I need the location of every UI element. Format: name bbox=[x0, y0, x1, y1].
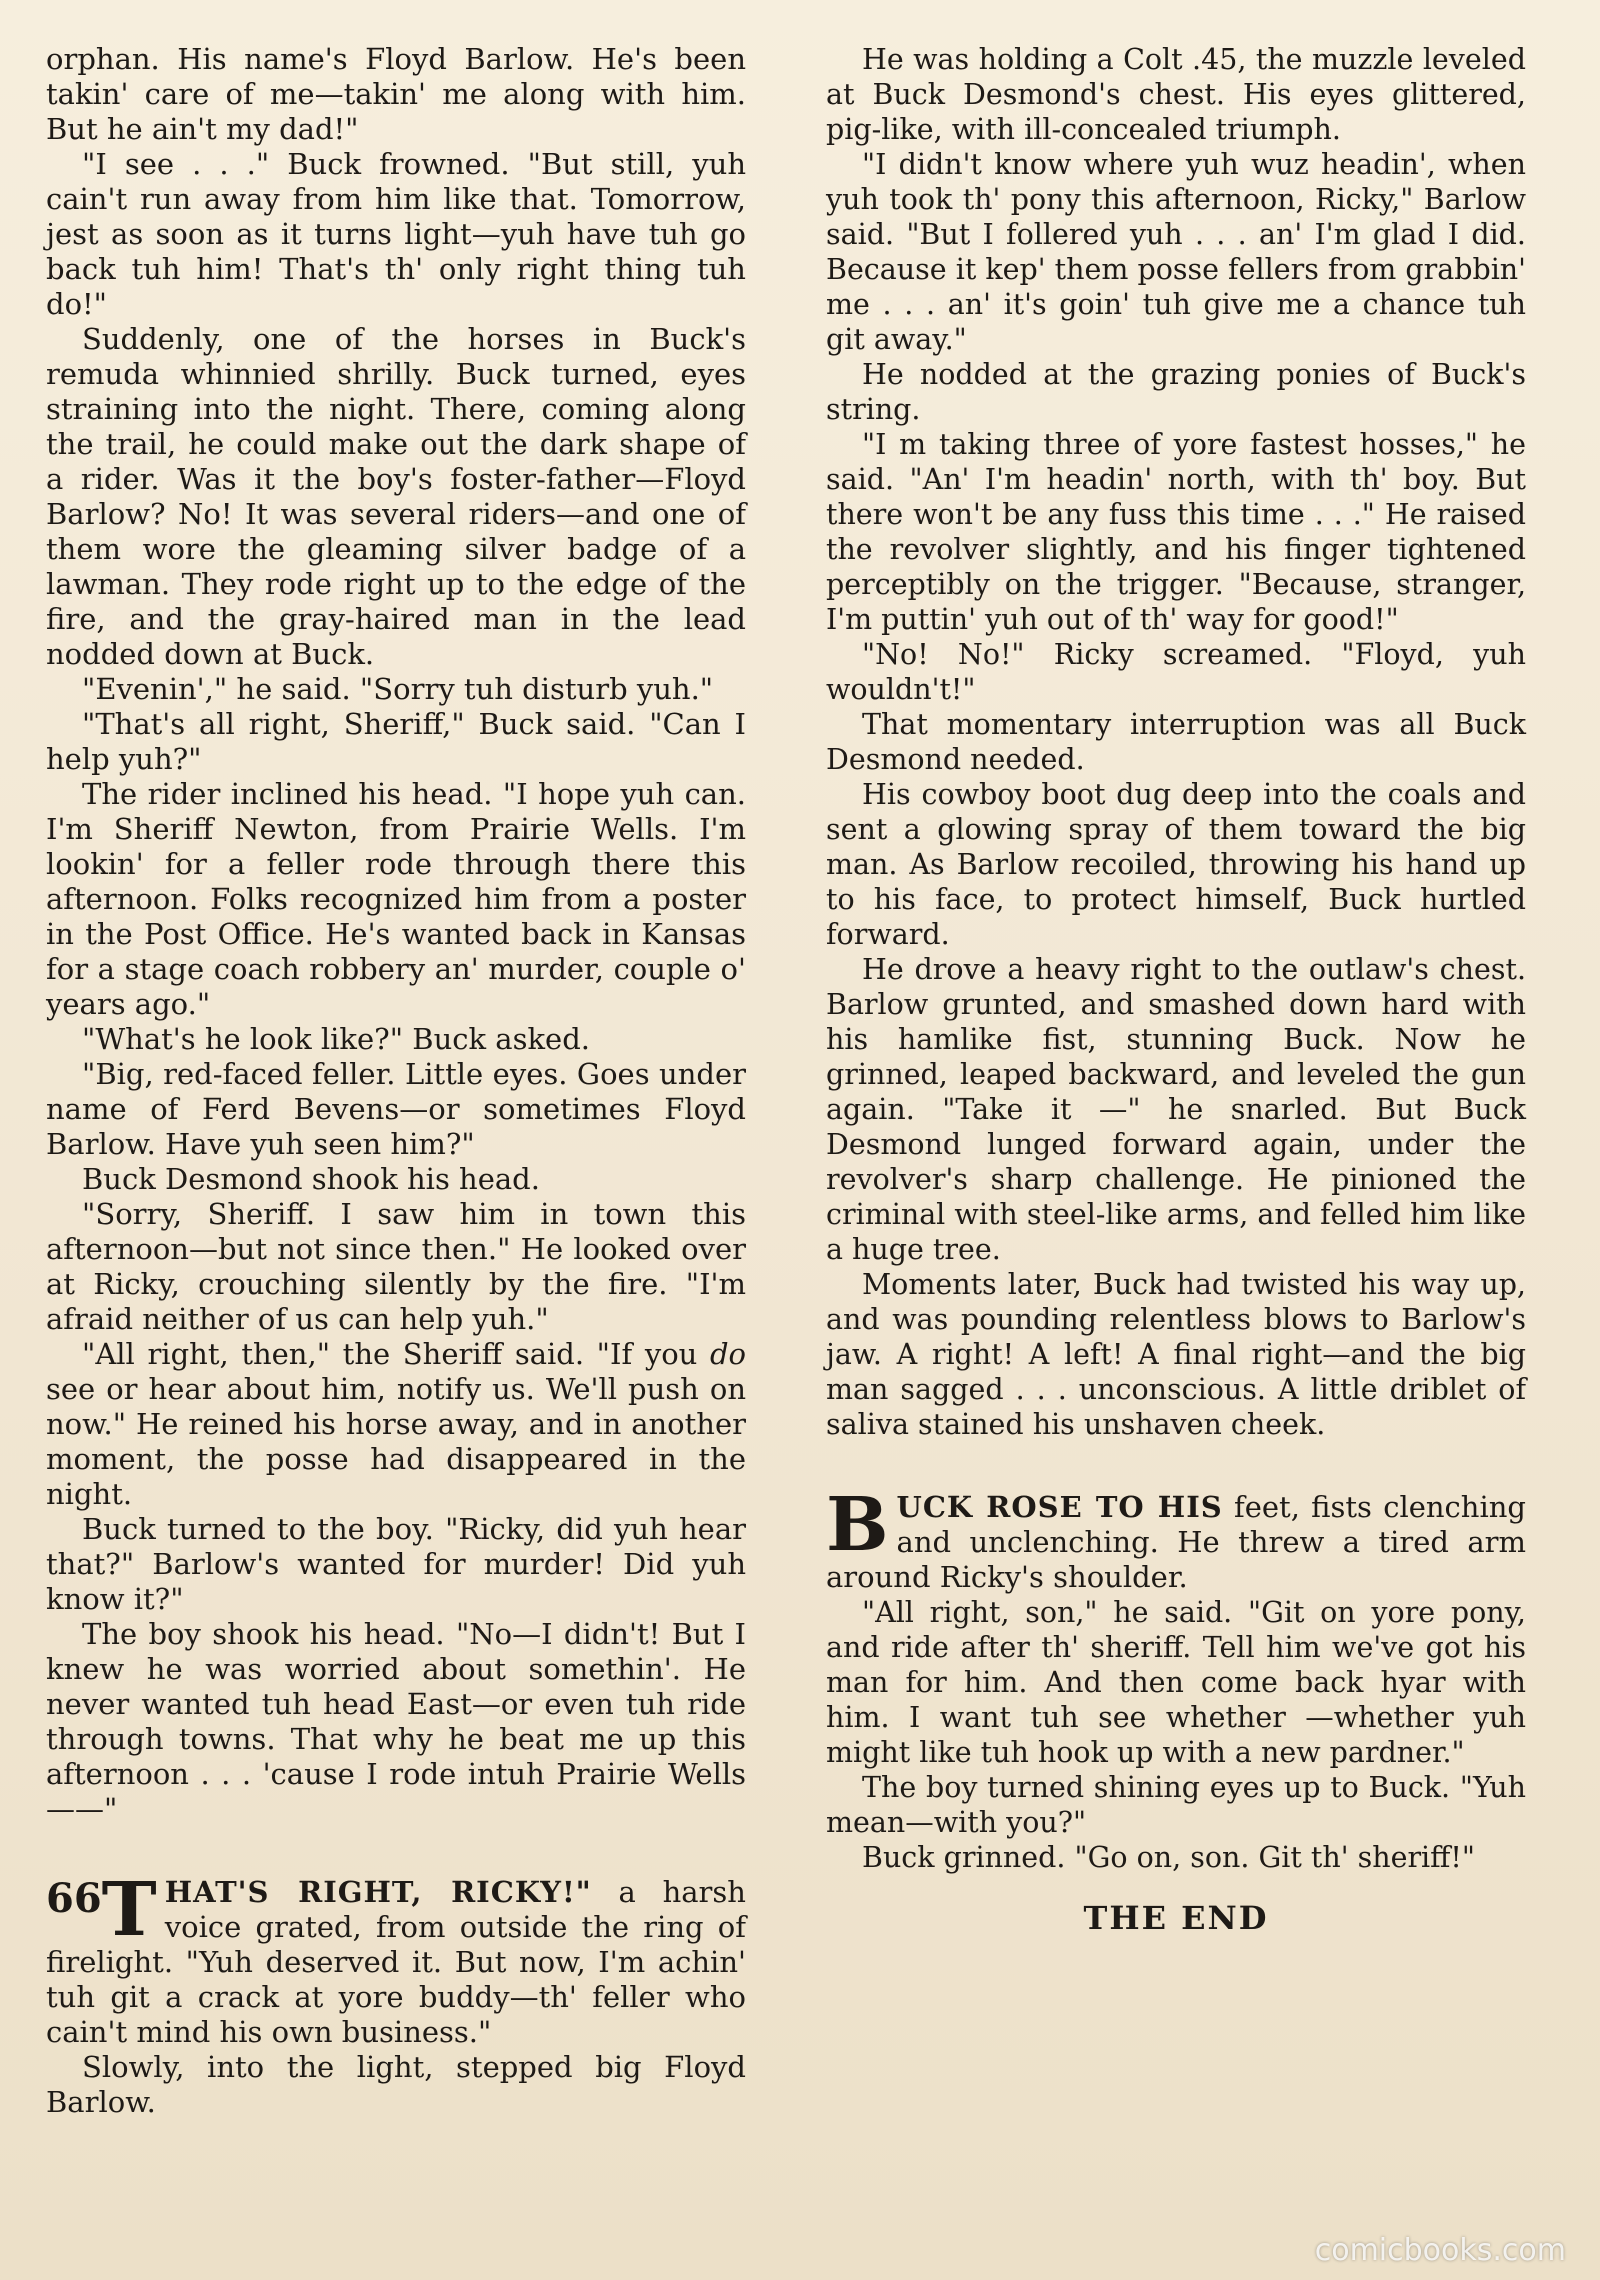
paragraph-text: see or hear about him, notify us. We'll push on now." He reined his horse away, and in another moment, the posse had disappeared in the night. bbox=[46, 1372, 746, 1511]
left-column bbox=[46, 42, 746, 2120]
lead-caps: UCK ROSE TO HIS bbox=[896, 1490, 1223, 1524]
drop-cap bbox=[826, 1482, 889, 1568]
paragraph: The rider inclined his head. "I hope yuh can. I'm Sheriff Newton, from Prairie Wells. I'm lookin' for a feller rode through there this afternoon. Folks recognized him from a poster in the Post Office. He's wanted back in Kansas for a stage coach robbery an' murder, couple o' years ago." bbox=[46, 777, 746, 1021]
paragraph: Slowly, into the light, stepped big Floyd Barlow. bbox=[46, 2050, 746, 2119]
paragraph: Buck grinned. "Go on, son. Git th' sheriff!" bbox=[862, 1841, 1475, 1874]
paragraph: The boy shook his head. "No—I didn't! But I knew he was worried about somethin'. He never wanted tuh head East—or even tuh ride through towns. That why he beat me up this afternoon . . . 'cause I rode intuh Prairie Wells——" bbox=[46, 1617, 746, 1826]
paragraph: "No! No!" Ricky screamed. "Floyd, yuh wouldn't!" bbox=[826, 638, 1526, 706]
paragraph: "Evenin'," he said. "Sorry tuh disturb yuh." bbox=[82, 672, 714, 706]
drop-cap bbox=[46, 1867, 157, 1953]
drop-cap-letter: B bbox=[826, 1482, 889, 1568]
section-opening bbox=[826, 1482, 1526, 1595]
drop-cap-quote: 66 bbox=[46, 1875, 102, 1922]
section-opening bbox=[46, 1867, 746, 2050]
paragraph: The boy turned shining eyes up to Buck. "Yuh mean—with you?" bbox=[826, 1771, 1526, 1839]
paragraph bbox=[46, 1337, 746, 1512]
paragraph: Suddenly, one of the horses in Buck's remuda whinnied shrilly. Buck turned, eyes straining into the night. There, coming along the trail, he could make out the dark shape of a rider. Was it the boy's foster-father—Floyd Barlow? No! It was several riders—and one of them wore the gleaming silver badge of a lawman. They rode right up to the edge of the fire, and the gray-haired man in the lead nodded down at Buck. bbox=[46, 322, 746, 671]
paragraph: "I didn't know where yuh wuz headin', when yuh took th' pony this afternoon, Ricky," Barlow said. "But I follered yuh . . . an' I'm glad I did. Because it kep' them posse fellers from grabbin' me . . . an' it's goin' tuh give me a chance tuh git away." bbox=[826, 148, 1526, 356]
watermark: comicbooks.com bbox=[1314, 2233, 1566, 2268]
emphasis-text: do bbox=[709, 1337, 746, 1371]
lead-caps: HAT'S RIGHT, RICKY!" bbox=[164, 1875, 592, 1909]
paragraph: His cowboy boot dug deep into the coals and sent a glowing spray of them toward the big man. As Barlow recoiled, throwing his hand up to his face, to protect himself, Buck hurtled forward. bbox=[826, 778, 1526, 951]
drop-cap-letter: T bbox=[101, 1867, 157, 1953]
paragraph: He drove a heavy right to the outlaw's chest. Barlow grunted, and smashed down hard with his hamlike fist, stunning Buck. Now he grinned, leaped backward, and leveled the gun again. "Take it —" he snarled. But Buck Desmond lunged forward again, under the revolver's sharp challenge. He pinioned the criminal with steel-like arms, and felled him like a huge tree. bbox=[826, 953, 1526, 1266]
paragraph: He was holding a Colt .45, the muzzle leveled at Buck Desmond's chest. His eyes glittered, pig-like, with ill-concealed triumph. bbox=[826, 43, 1526, 146]
paragraph: Moments later, Buck had twisted his way up, and was pounding relentless blows to Barlow's jaw. A right! A left! A final right—and the big man sagged . . . unconscious. A little driblet of saliva stained his unshaven cheek. bbox=[826, 1268, 1526, 1441]
paragraph-text: a harsh voice grated, from outside the ring of firelight. "Yuh deserved it. But now, I'm achin' tuh git a crack at yore buddy—th' feller who cain't mind his own business." bbox=[46, 1875, 746, 2049]
paragraph: orphan. His name's Floyd Barlow. He's been takin' care of me—takin' me along with him. But he ain't my dad!" bbox=[46, 42, 746, 146]
paragraph-text: feet, fists clenching and unclenching. He threw a tired arm around Ricky's shoulder. bbox=[826, 1490, 1526, 1594]
paragraph: That momentary interruption was all Buck Desmond needed. bbox=[826, 708, 1526, 776]
paragraph: "I see . . ." Buck frowned. "But still, yuh cain't run away from him like that. Tomorrow, jest as soon as it turns light—yuh have tuh go back tuh him! That's th' only right thing tuh do!" bbox=[46, 147, 746, 321]
paragraph: "Big, red-faced feller. Little eyes. Goes under name of Ferd Bevens—or sometimes Floyd Barlow. Have yuh seen him?" bbox=[46, 1057, 746, 1161]
paragraph: Buck Desmond shook his head. bbox=[82, 1162, 540, 1196]
paragraph: "That's all right, Sheriff," Buck said. "Can I help yuh?" bbox=[46, 707, 746, 776]
paragraph: Buck turned to the boy. "Ricky, did yuh hear that?" Barlow's wanted for murder! Did yuh know it?" bbox=[46, 1512, 746, 1616]
the-end-label: THE END bbox=[1083, 1899, 1269, 1937]
section-break bbox=[826, 1442, 1526, 1490]
paragraph: "I m taking three of yore fastest hosses," he said. "An' I'm headin' north, with th' boy. But there won't be any fuss this time . . ." He raised the revolver slightly, and his finger tightened perceptibly on the trigger. "Because, stranger, I'm puttin' yuh out of th' way for good!" bbox=[826, 428, 1526, 636]
paragraph: "What's he look like?" Buck asked. bbox=[82, 1022, 590, 1056]
paragraph: He nodded at the grazing ponies of Buck's string. bbox=[826, 358, 1526, 426]
paragraph: "All right, son," he said. "Git on yore pony, and ride after th' sheriff. Tell him we've got his man for him. And then come back hyar with him. I want tuh see whether —whether yuh might like tuh hook up with a new pardner." bbox=[826, 1596, 1526, 1769]
paragraph-text: "All right, then," the Sheriff said. "If you bbox=[82, 1337, 710, 1371]
right-column bbox=[826, 42, 1526, 1936]
paragraph: "Sorry, Sheriff. I saw him in town this afternoon—but not since then." He looked over at Ricky, crouching silently by the fire. "I'm afraid neither of us can help yuh." bbox=[46, 1197, 746, 1336]
